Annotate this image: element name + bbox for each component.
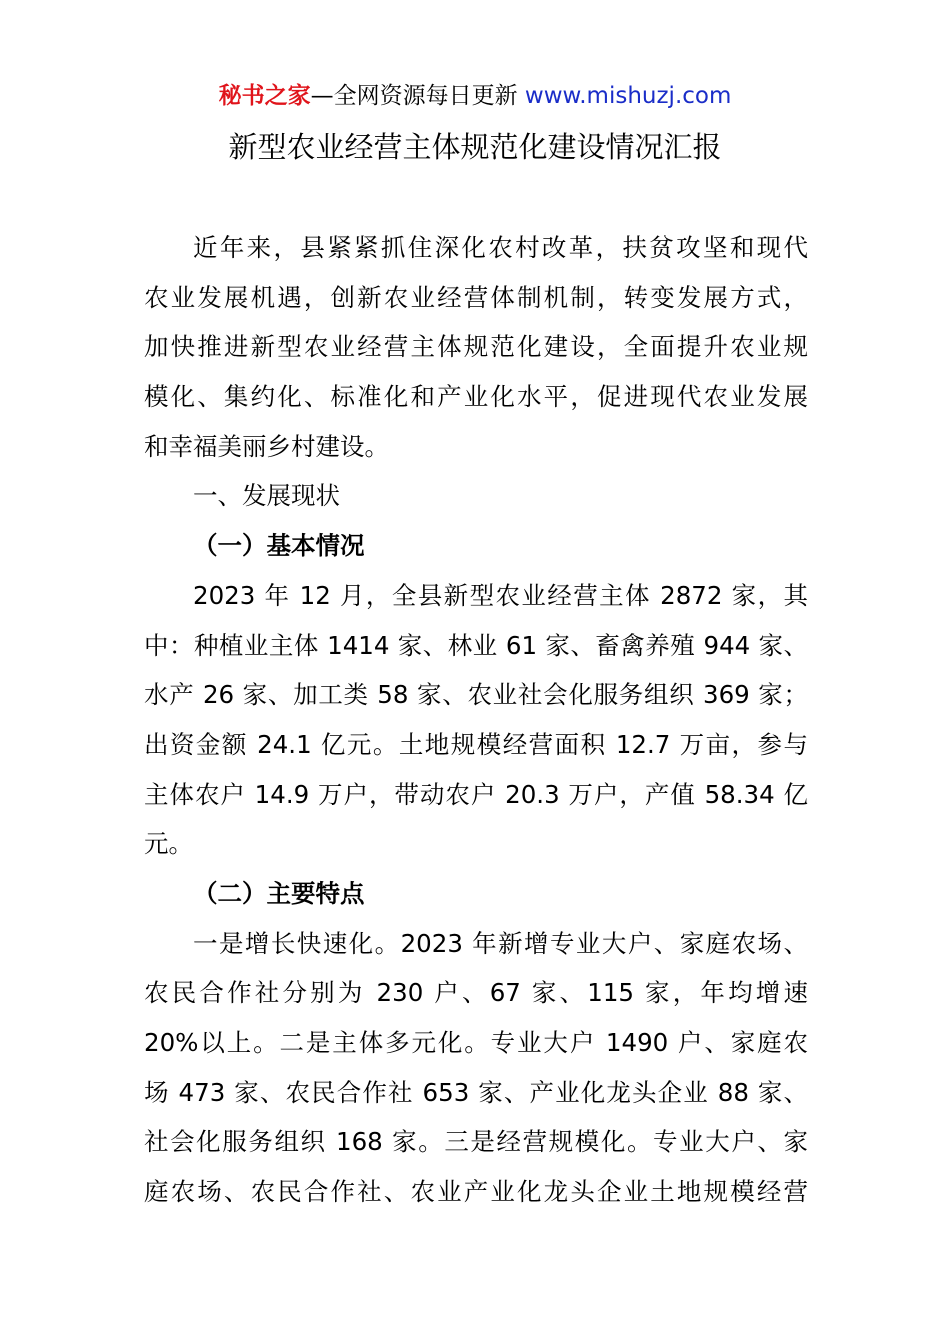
paragraph-line: 中：种植业主体 1414 家、林业 61 家、畜禽养殖 944 家、 (144, 630, 808, 660)
document-title: 新型农业经营主体规范化建设情况汇报 (228, 130, 722, 164)
paragraph-line: 主体农户 14.9 万户，带动农户 20.3 万户，产值 58.34 亿 (144, 779, 808, 809)
paragraph-line: 2023 年 12 月，全县新型农业经营主体 2872 家，其 (193, 580, 808, 610)
site-url-link[interactable]: www.mishuzj.com (524, 83, 732, 109)
subsection-heading: （一）基本情况 (193, 531, 365, 561)
site-header (0, 80, 950, 112)
paragraph-line: 社会化服务组织 168 家。三是经营规模化。专业大户、家 (144, 1127, 808, 1157)
paragraph-line: 出资金额 24.1 亿元。土地规模经营面积 12.7 万亩，参与 (144, 729, 808, 759)
paragraph-line: 水产 26 家、加工类 58 家、农业社会化服务组织 369 家； (144, 680, 808, 710)
paragraph-line: 一是增长快速化。2023 年新增专业大户、家庭农场、 (193, 928, 808, 958)
paragraph-line: 农民合作社分别为 230 户、67 家、115 家，年均增速 (144, 978, 808, 1008)
paragraph-line: 近年来，县紧紧抓住深化农村改革，扶贫攻坚和现代 (193, 233, 808, 262)
document-body (144, 223, 808, 1217)
paragraph-line: 庭农场、农民合作社、农业产业化龙头企业土地规模经营 (144, 1177, 808, 1207)
paragraph-line: 和幸福美丽乡村建设。 (144, 431, 389, 461)
header-tagline: —全网资源每日更新 (310, 83, 525, 109)
subsection-heading: （二）主要特点 (193, 878, 365, 908)
paragraph-line: 加快推进新型农业经营主体规范化建设，全面提升农业规 (144, 332, 808, 362)
brand-name: 秘书之家 (218, 83, 311, 109)
paragraph-line: 场 473 家、农民合作社 653 家、产业化龙头企业 88 家、 (144, 1077, 808, 1107)
paragraph-line: 元。 (144, 829, 193, 859)
section-heading: 一、发展现状 (193, 481, 340, 511)
paragraph-line: 农业发展机遇，创新农业经营体制机制，转变发展方式， (144, 282, 808, 312)
paragraph-line: 20%以上。二是主体多元化。专业大户 1490 户、家庭农 (144, 1028, 808, 1057)
paragraph-line: 模化、集约化、标准化和产业化水平，促进现代农业发展 (144, 382, 808, 412)
